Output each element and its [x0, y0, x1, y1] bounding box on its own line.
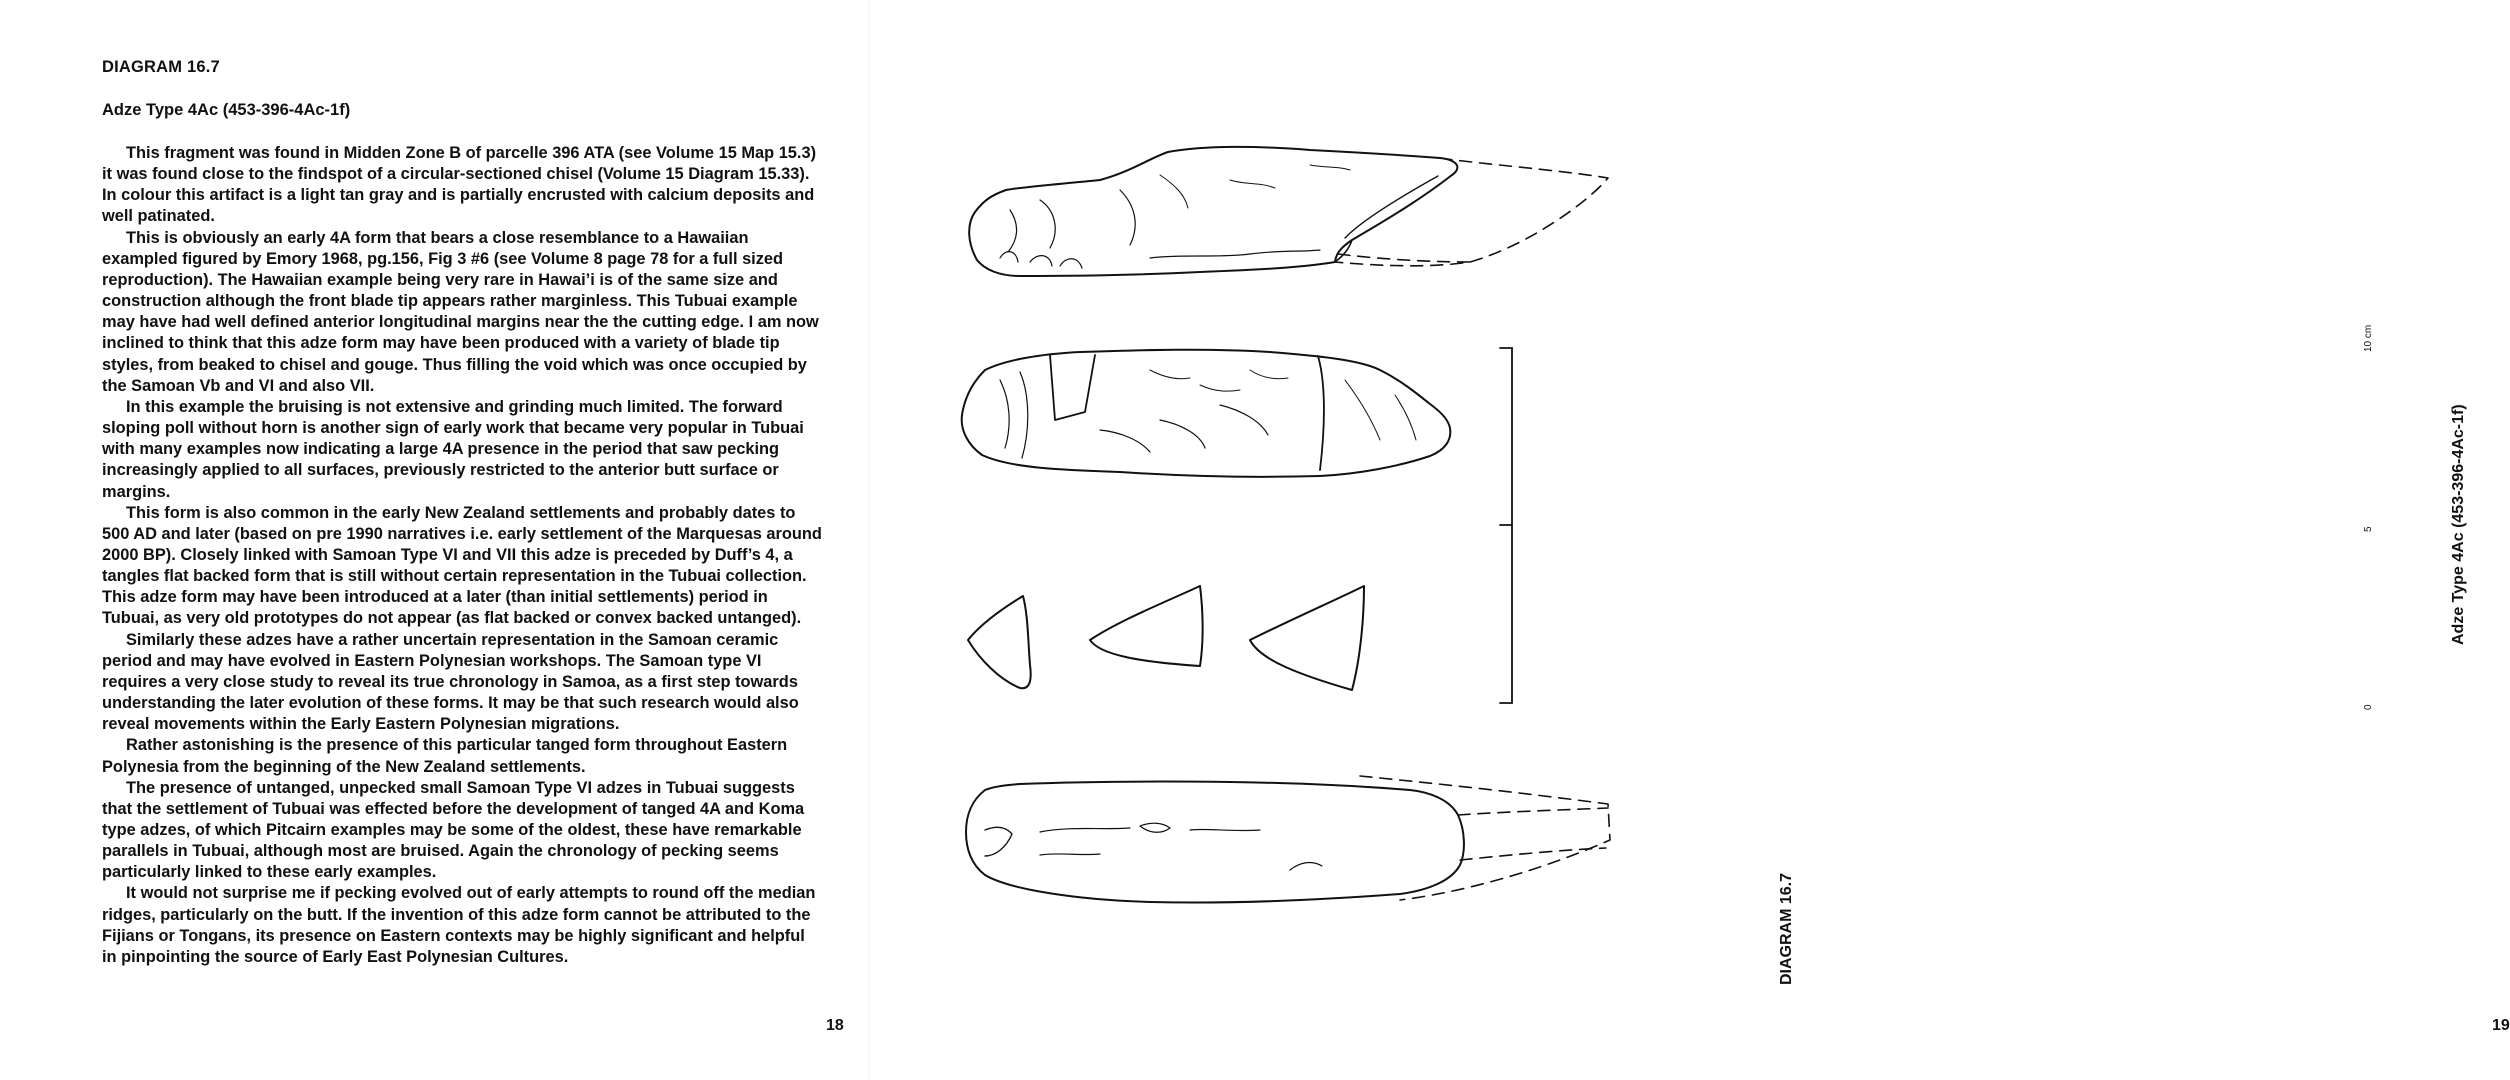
- adze-face-view: [962, 350, 1451, 477]
- diagram-label: DIAGRAM 16.7: [102, 58, 220, 76]
- scale-label-5: 5: [2363, 526, 2374, 532]
- scale-bar: [1500, 348, 1512, 703]
- paragraph: The presence of untanged, unpecked small Samoan Type VI adzes in Tubuai suggests that the settlement of Tubuai was effected before the development of tanged 4A and Koma type adzes, of which Pitcairn examples may be some of the oldest, these have remarkable parallels in Tubuai, although most are bruised. Again the chronology of pecking seems particularly linked to these early examples.: [102, 778, 805, 882]
- scale-label-0: 0: [2363, 704, 2374, 710]
- page-number-right: 19: [2492, 1017, 2510, 1034]
- scale-label-10cm: 10 cm: [2363, 324, 2374, 352]
- body-text: [102, 143, 822, 968]
- diagram-label-rotated: DIAGRAM 16.7: [1778, 872, 1795, 985]
- paragraph: This form is also common in the early New Zealand settlements and probably dates to 500 AD and later (based on pre 1990 narratives i.e. early settlement of the Marquesas around 2000 BP). Closely linked with Samoan Type VI and VII this adze is preceded by Duff’s 4, a tangles flat backed form that is still without certain representation in the Tubuai collection. This adze form may have been introduced at a later (than initial settlements) period in Tubuai, as very old prototypes do not appear (as flat backed or convex backed untanged).: [102, 503, 822, 628]
- adze-back-view: [966, 776, 1610, 903]
- adze-drawings: [870, 0, 1680, 1080]
- left-page: [0, 0, 870, 1080]
- page-number-left: 18: [826, 1017, 844, 1034]
- paragraph: Similarly these adzes have a rather uncertain representation in the Samoan ceramic period and may have evolved in Eastern Polynesian workshops. The Samoan type VI requires a very close study to reveal its true chronology in Samoa, as a first step towards understanding the later evolution of these forms. It may be that such research would also reveal movements within the Early Eastern Polynesian migrations.: [102, 630, 799, 734]
- adze-cross-sections: [968, 586, 1364, 690]
- figure-title-rotated: Adze Type 4Ac (453-396-4Ac-1f): [2450, 404, 2467, 645]
- adze-figure: [870, 0, 1680, 1080]
- paragraph: It would not surprise me if pecking evolved out of early attempts to round off the median ridges, particularly on the butt. If the invention of this adze form cannot be attributed to the Fijians or Tongans, its presence on Eastern contexts may be highly significant and helpful in pinpointing the source of Early East Polynesian Cultures.: [102, 884, 816, 966]
- paragraph: In this example the bruising is not extensive and grinding much limited. The forward sloping poll without horn is another sign of early work that became very popular in Tubuai with many examples now indicating a large 4A presence in the period that saw pecking increasingly applied to all surfaces, previously restricted to the anterior butt surface or margins.: [102, 397, 804, 501]
- right-page: [870, 0, 2510, 1080]
- paragraph: Rather astonishing is the presence of this particular tanged form throughout Eastern Polynesia from the beginning of the New Zealand settlements.: [102, 736, 788, 776]
- adze-side-view: [969, 147, 1608, 276]
- paragraph: This fragment was found in Midden Zone B of parcelle 396 ATA (see Volume 15 Map 15.3) it was found close to the findspot of a circular-sectioned chisel (Volume 15 Diagram 15.33). In colour this artifact is a light tan gray and is partially encrusted with calcium deposits and well patinated.: [102, 144, 817, 226]
- diagram-subtitle: Adze Type 4Ac (453-396-4Ac-1f): [102, 101, 351, 119]
- paragraph: This is obviously an early 4A form that bears a close resemblance to a Hawaiian exampled figured by Emory 1968, pg.156, Fig 3 #6 (see Volume 8 page 78 for a full sized reproduction). The Hawaiian example being very rare in Hawai’i is of the same size and construction although the front blade tip appears rather marginless. This Tubuai example may have had well defined anterior longitudinal margins near the the cutting edge. I am now inclined to think that this adze form may have been produced with a variety of blade tip styles, from beaked to chisel and gouge. Thus filling the void which was once occupied by the Samoan Vb and VI and also VII.: [102, 228, 819, 395]
